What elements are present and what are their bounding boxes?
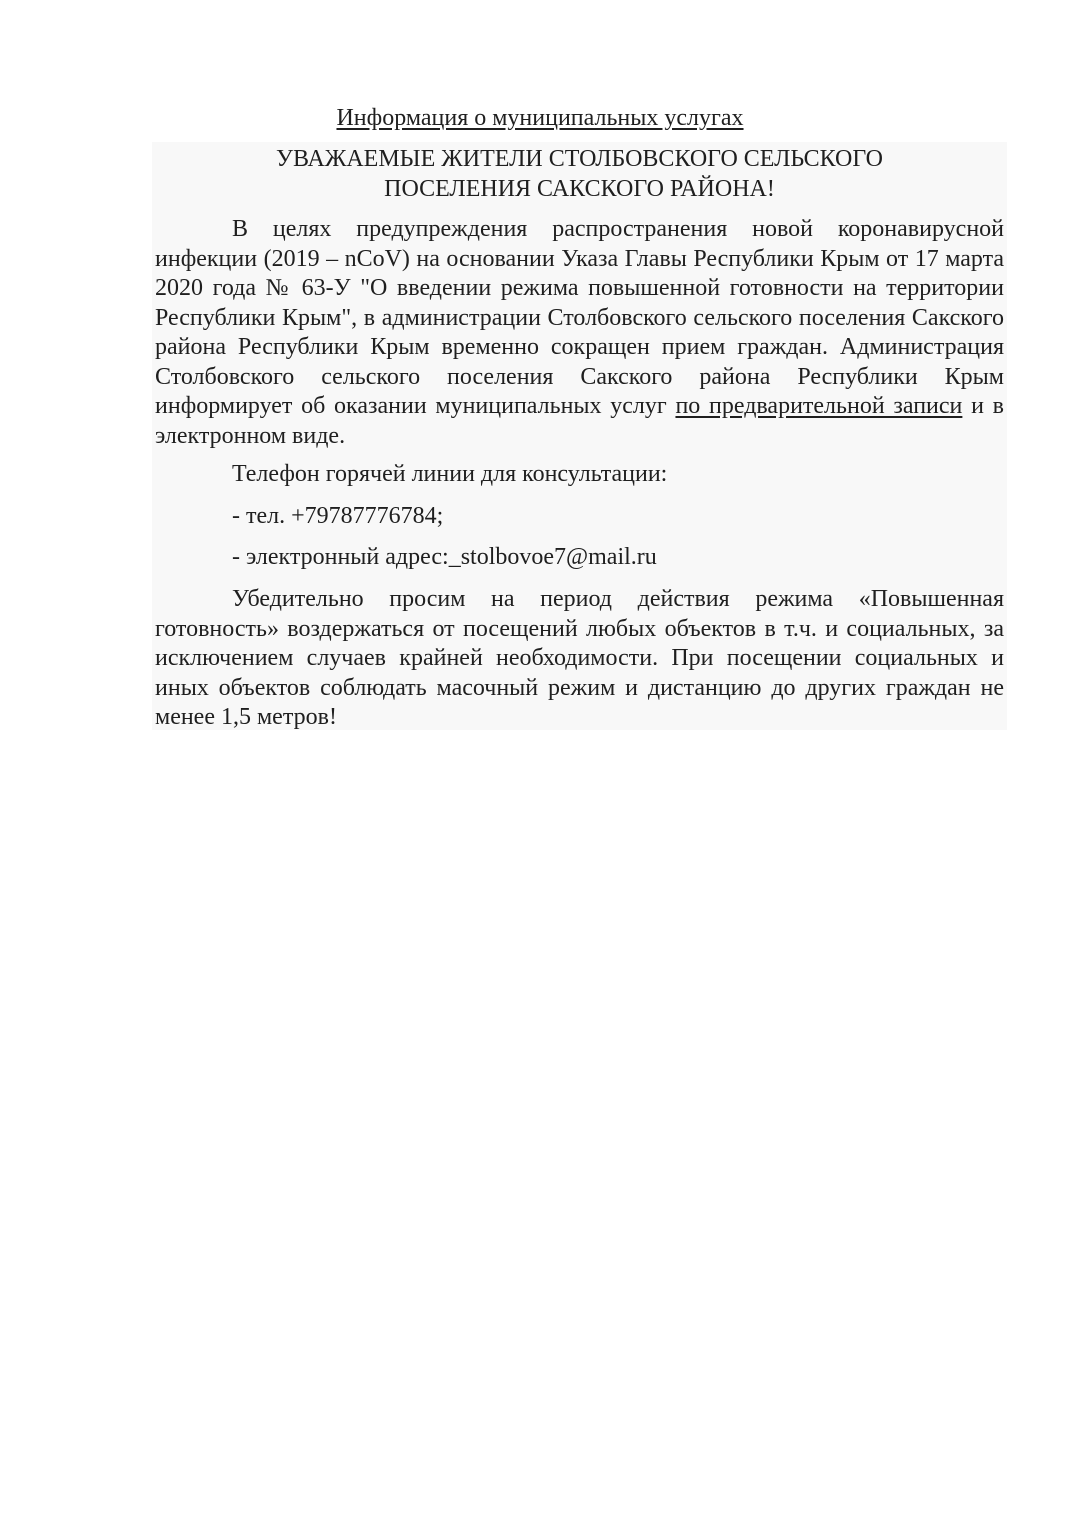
announcement-heading-line-2: ПОСЕЛЕНИЯ САКСКОГО РАЙОНА! (384, 176, 775, 202)
appointment-link-text: по предварительной записи (675, 393, 963, 419)
announcement-heading (152, 144, 1007, 204)
phone-line: - тел. +79787776784; (232, 503, 444, 529)
main-paragraph-tail: и в электронном виде. (155, 393, 1004, 449)
document-title: Информация о муниципальных услугах (336, 105, 744, 131)
main-paragraph (155, 215, 1004, 451)
announcement-heading-line-1: УВАЖАЕМЫЕ ЖИТЕЛИ СТОЛБОВСКОГО СЕЛЬСКОГО (276, 146, 883, 172)
email-line: - электронный адрес:_stolbovoe7@mail.ru (232, 544, 657, 570)
main-paragraph-text: В целях предупреждения распространения новой коронавирусной инфекции (2019 – nCoV) на основании Указа Главы Республики Крым от 17 марта 2020 года № 63-У "О введении режима повышенной готовности на территории Республики Крым", в администрации Столбовского сельского поселения Сакского района Республики Крым временно сокращен прием граждан. Администрация Столбовского сельского поселения Сакского района Республики Крым информирует об оказании муниципальных услуг (155, 216, 1004, 419)
closing-paragraph: Убедительно просим на период действия режима «Повышенная готовность» воздержаться от посещений любых объектов в т.ч. и социальных, за исключением случаев крайней необходимости. При посещении социальных и иных объектов соблюдать масочный режим и дистанцию до других граждан не менее 1,5 метров! (155, 586, 1004, 730)
hotline-label: Телефон горячей линии для консультации: (232, 461, 668, 487)
